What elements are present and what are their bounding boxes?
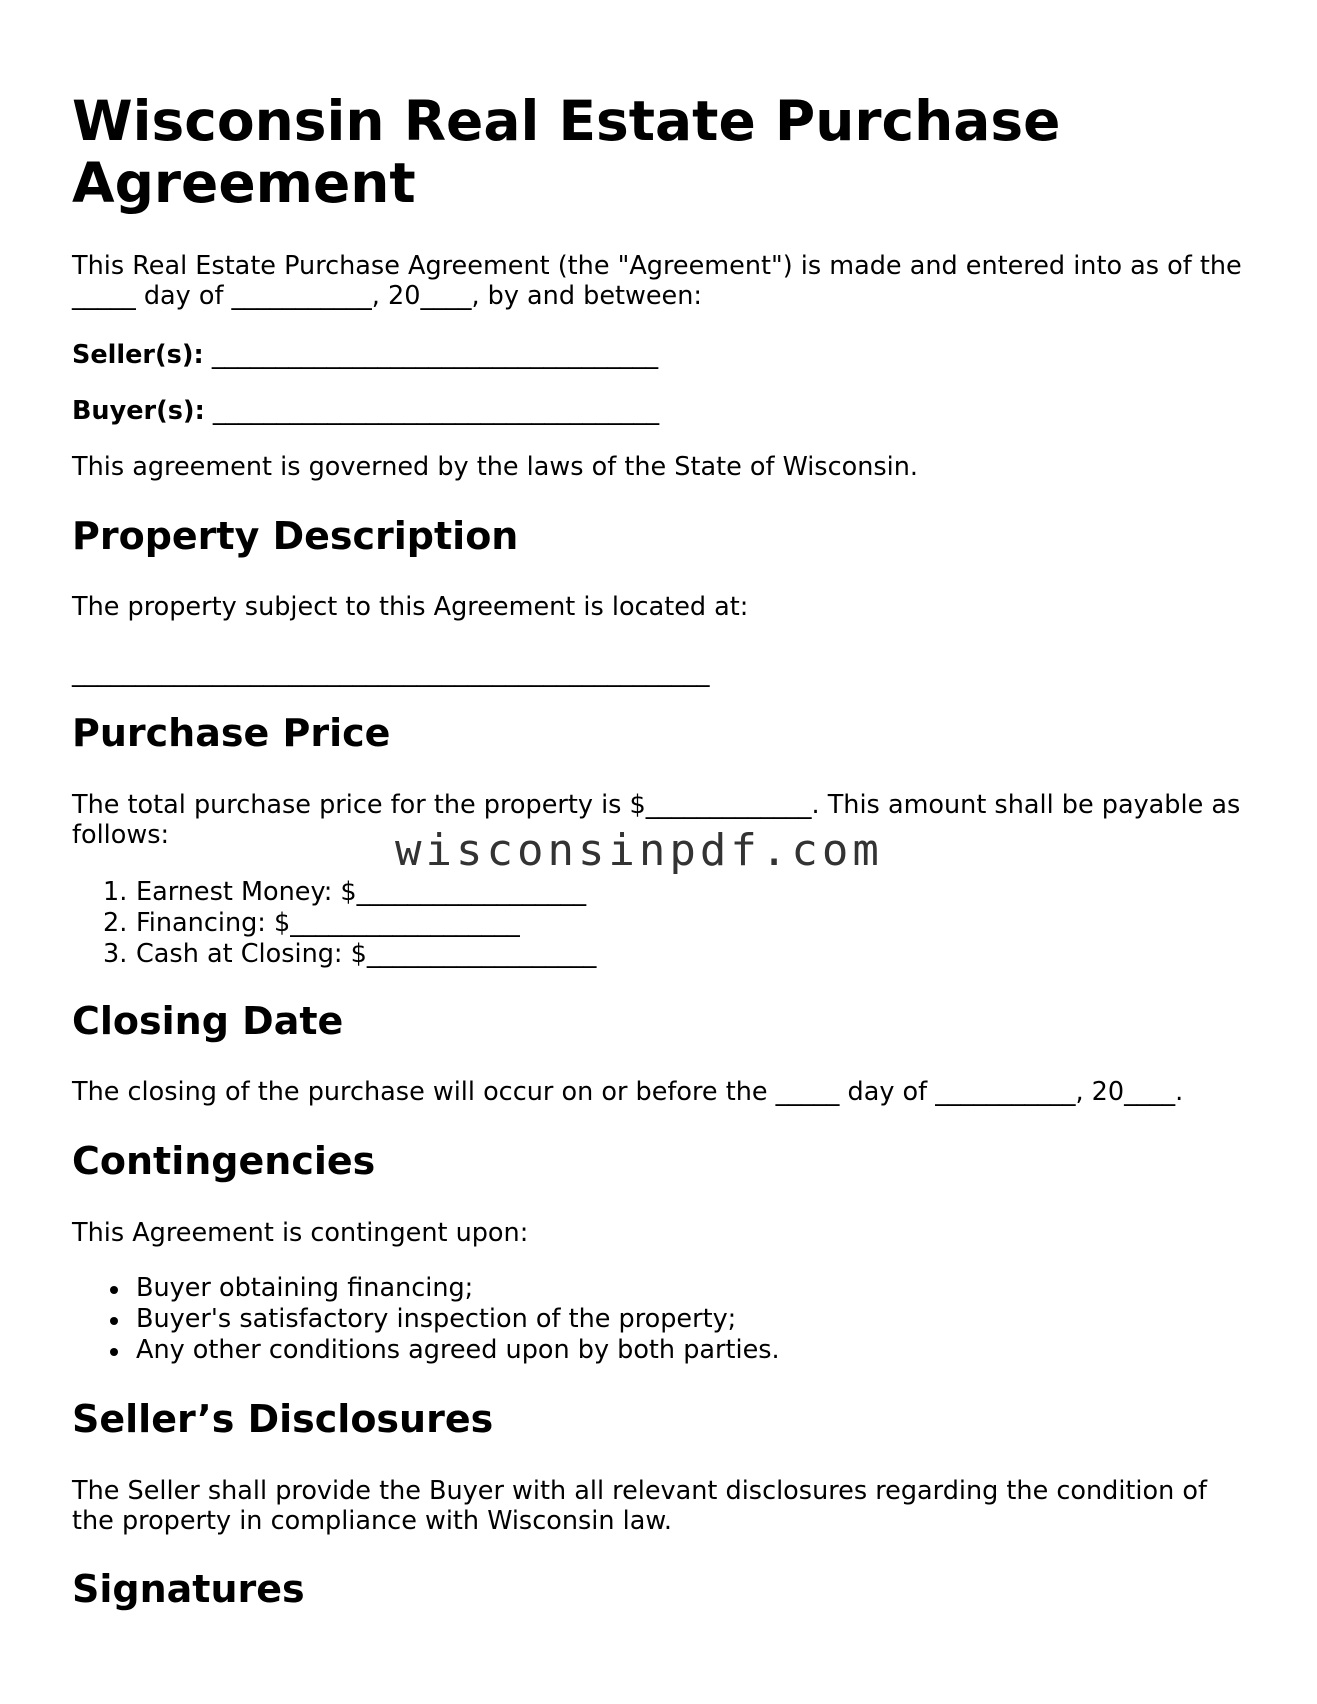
property-heading: Property Description — [72, 514, 519, 558]
bullet-icon — [110, 1348, 118, 1356]
property-address-blank: __________________________________________________ — [72, 658, 710, 688]
bullet-icon — [110, 1317, 118, 1325]
signatures-heading: Signatures — [72, 1567, 305, 1611]
contingencies-heading: Contingencies — [72, 1139, 376, 1183]
buyer-line — [72, 396, 1252, 426]
contingency-inspection: Buyer's satisfactory inspection of the property; — [136, 1304, 737, 1334]
governing-law-text: This agreement is governed by the laws of the State of Wisconsin. — [72, 452, 919, 482]
buyer-blank: ___________________________________ — [212, 396, 660, 426]
watermark: wisconsinpdf.com — [395, 825, 883, 876]
earnest-money-line: Earnest Money: $__________________ — [136, 877, 587, 907]
list-item — [72, 939, 596, 970]
disclosures-heading: Seller’s Disclosures — [72, 1397, 494, 1441]
seller-label: Seller(s): — [72, 340, 204, 370]
list-number: 1. — [103, 877, 128, 907]
contingency-financing: Buyer obtaining financing; — [136, 1273, 474, 1303]
property-text: The property subject to this Agreement is located at: — [72, 592, 749, 622]
contingency-other: Any other conditions agreed upon by both parties. — [136, 1335, 780, 1365]
intro-paragraph: This Real Estate Purchase Agreement (the "Agreement") is made and entered into as of the _____ day of ___________, 20____, by and between: — [72, 251, 1242, 311]
buyer-label: Buyer(s): — [72, 396, 205, 426]
document-title: Wisconsin Real Estate Purchase Agreement — [72, 89, 1061, 215]
purchase-price-heading: Purchase Price — [72, 711, 391, 755]
seller-blank: ___________________________________ — [211, 340, 659, 370]
list-item — [72, 908, 596, 939]
list-number: 3. — [103, 939, 128, 969]
closing-date-text: The closing of the purchase will occur on or before the _____ day of ___________, 20____. — [72, 1077, 1184, 1107]
disclosures-text: The Seller shall provide the Buyer with all relevant disclosures regarding the condition of the property in compliance with Wisconsin law. — [72, 1476, 1207, 1536]
cash-at-closing-line: Cash at Closing: $__________________ — [136, 939, 597, 969]
seller-line — [72, 340, 1252, 370]
list-item — [72, 1304, 780, 1335]
contingencies-list — [72, 1273, 780, 1366]
financing-line: Financing: $__________________ — [136, 908, 520, 938]
payment-list — [72, 877, 596, 970]
list-number: 2. — [103, 908, 128, 938]
closing-date-heading: Closing Date — [72, 999, 344, 1043]
list-item — [72, 1335, 780, 1366]
purchase-price-text: The total purchase price for the property is $_____________. This amount shall be payable as follows: — [72, 790, 1241, 850]
contingencies-text: This Agreement is contingent upon: — [72, 1218, 529, 1248]
list-item — [72, 877, 596, 908]
list-item — [72, 1273, 780, 1304]
bullet-icon — [110, 1286, 118, 1294]
